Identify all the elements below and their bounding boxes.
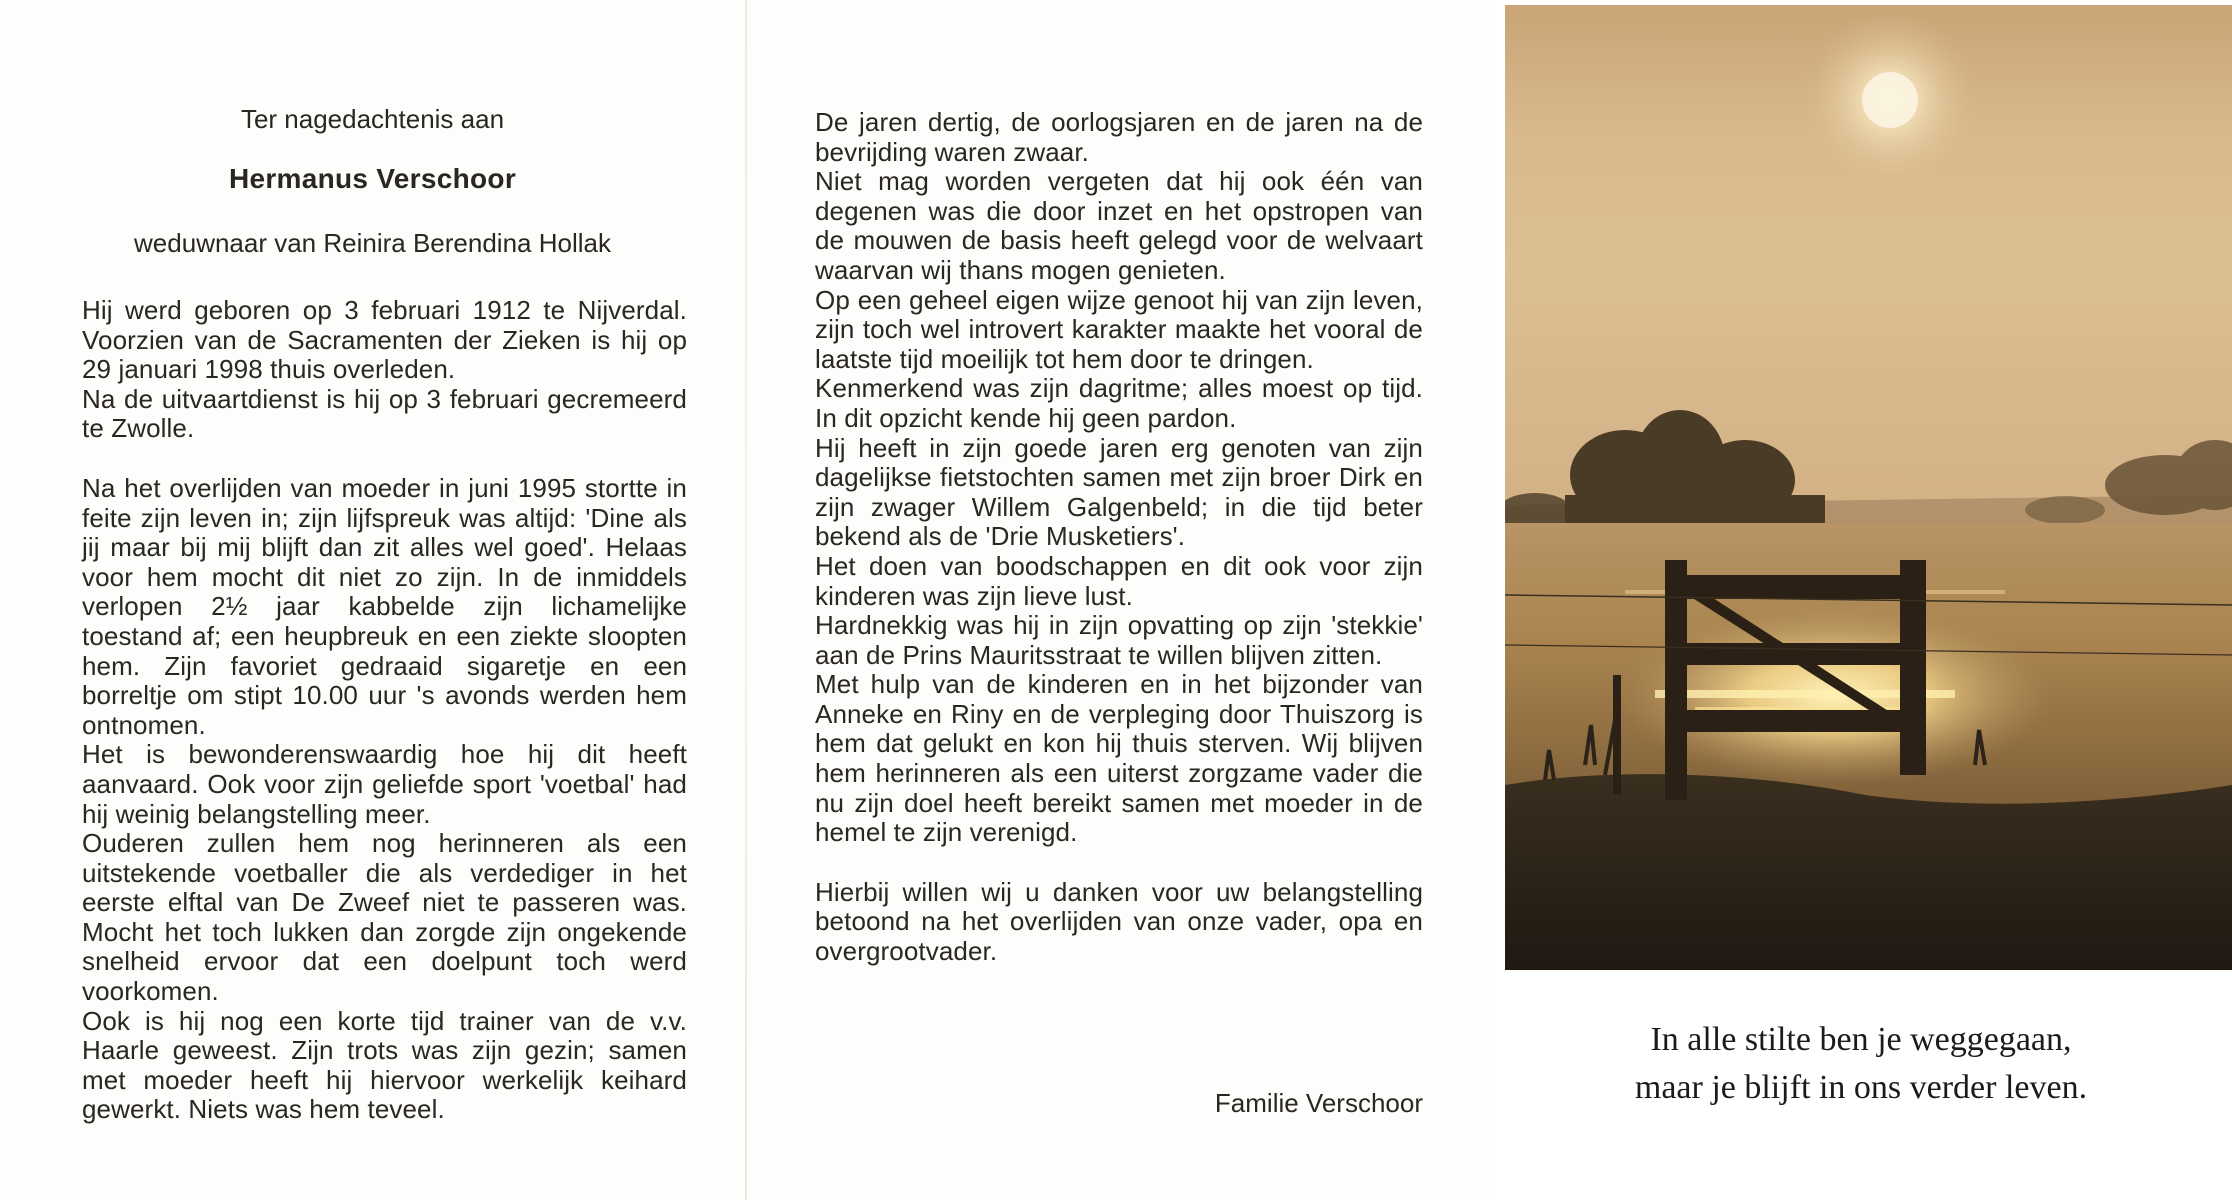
paragraph-acceptance: Het is bewonderenswaardig hoe hij dit heeft aanvaard. Ook voor zijn geliefde sport 'voetbal' had hij weinig belangstelling meer. [82,739,687,829]
paragraph-after-mother: Na het overlijden van moeder in juni 1995 stortte in feite zijn leven in; zijn lijfspreuk was altijd: 'Dine als jij maar bij mij blijft dan zit alles wel goed'. Helaas voor hem mocht dit niet zo zijn. In de inmiddels verlopen 2½ jaar kabbelde zijn lichamelijke toestand af; een heupbreuk en een ziekte sloopten hem. Zijn favoriet gedraaid sigaretje en een borreltje om stipt 10.00 uur 's avonds werden hem ontnomen. [82,472,687,740]
paragraph-welfare: Niet mag worden vergeten dat hij ook één van degenen was die door inzet en het opstropen van de mouwen de basis heeft gelegd voor de welvaart waarvan wij thans mogen genieten. [815,166,1423,285]
deceased-name: Hermanus Verschoor [228,163,517,194]
left-panel [0,0,745,1200]
sunset-landscape-photo [1505,5,2232,970]
middle-panel [745,0,1490,1200]
paragraph-war-years: De jaren dertig, de oorlogsjaren en de jaren na de bevrijding waren zwaar. [815,107,1423,167]
paragraph-thanks: Hierbij willen wij u danken voor uw belangstelling betoond na het overlijden van onze vader, opa en overgrootvader. [815,876,1423,967]
quote-line-1: In alle stilte ben je weggegaan, [1650,1021,2072,1058]
left-body-text [82,296,687,1125]
paragraph-home: Hardnekkig was hij in zijn opvatting op zijn 'stekkie' aan de Prins Mauritsstraat te willen blijven zitten. [815,610,1423,670]
paragraph-routine: Kenmerkend was zijn dagritme; alles moest op tijd. In dit opzicht kende hij geen pardon. [815,373,1423,433]
paragraph-cycling: Hij heeft in zijn goede jaren erg genoten van zijn dagelijkse fietstochten samen met zijn broer Dirk en zijn zwager Willem Galgenbeld; in die tijd beter bekend als de 'Drie Musketiers'. [815,432,1423,552]
paragraph-trainer: Ook is hij nog een korte tijd trainer van de v.v. Haarle geweest. Zijn trots was zijn gezin; samen met moeder heeft hij hiervoor werkelijk keihard gewerkt. Niets was hem teveel. [82,1005,687,1125]
paragraph-cremation: Na de uitvaartdienst is hij op 3 februari gecremeerd te Zwolle. [82,383,687,444]
intro-line: Ter nagedachtenis aan [240,104,505,134]
sun-core [1862,72,1918,128]
grass-foreground [1505,774,2232,970]
paragraph-football: Ouderen zullen hem nog herinneren als een uitstekende voetballer die als verdediger in het eerste elftal van De Zweef niet te passeren was. Mocht het toch lukken dan zorgde zijn ongekende snelheid ervoor dat een doelpunt toch werd voorkomen. [82,828,687,1007]
right-panel [1490,0,2232,1200]
quote-line-2: maar je blijft in ons verder leven. [1634,1069,2088,1106]
fence-post [1613,675,1621,795]
family-signature: Familie Verschoor [1214,1088,1423,1118]
paragraph-shopping: Het doen van boodschappen en dit ook voor zijn kinderen was zijn lieve lust. [815,550,1423,611]
memorial-quote [1490,1016,2232,1112]
paragraph-birth: Hij werd geboren op 3 februari 1912 te Nijverdal. Voorzien van de Sacramenten der Zieken is hij op 29 januari 1998 thuis overleden. [82,295,687,385]
middle-body-text [815,108,1423,967]
paragraph-care: Met hulp van de kinderen en in het bijzonder van Anneke en Riny en de verpleging door Thuiszorg is hem dat gelukt en kon hij thuis sterven. Wij blijven hem herinneren als een uiterst zorgzame vader die nu zijn doel heeft bereikt samen met moeder in de hemel te zijn verenigd. [815,669,1423,848]
paragraph-character: Op een geheel eigen wijze genoot hij van zijn leven, zijn toch wel introvert karakter maakte het vooral de laatste tijd moeilijk tot hem door te dringen. [815,284,1423,374]
spouse-line: weduwnaar van Reinira Berendina Hollak [134,228,611,258]
